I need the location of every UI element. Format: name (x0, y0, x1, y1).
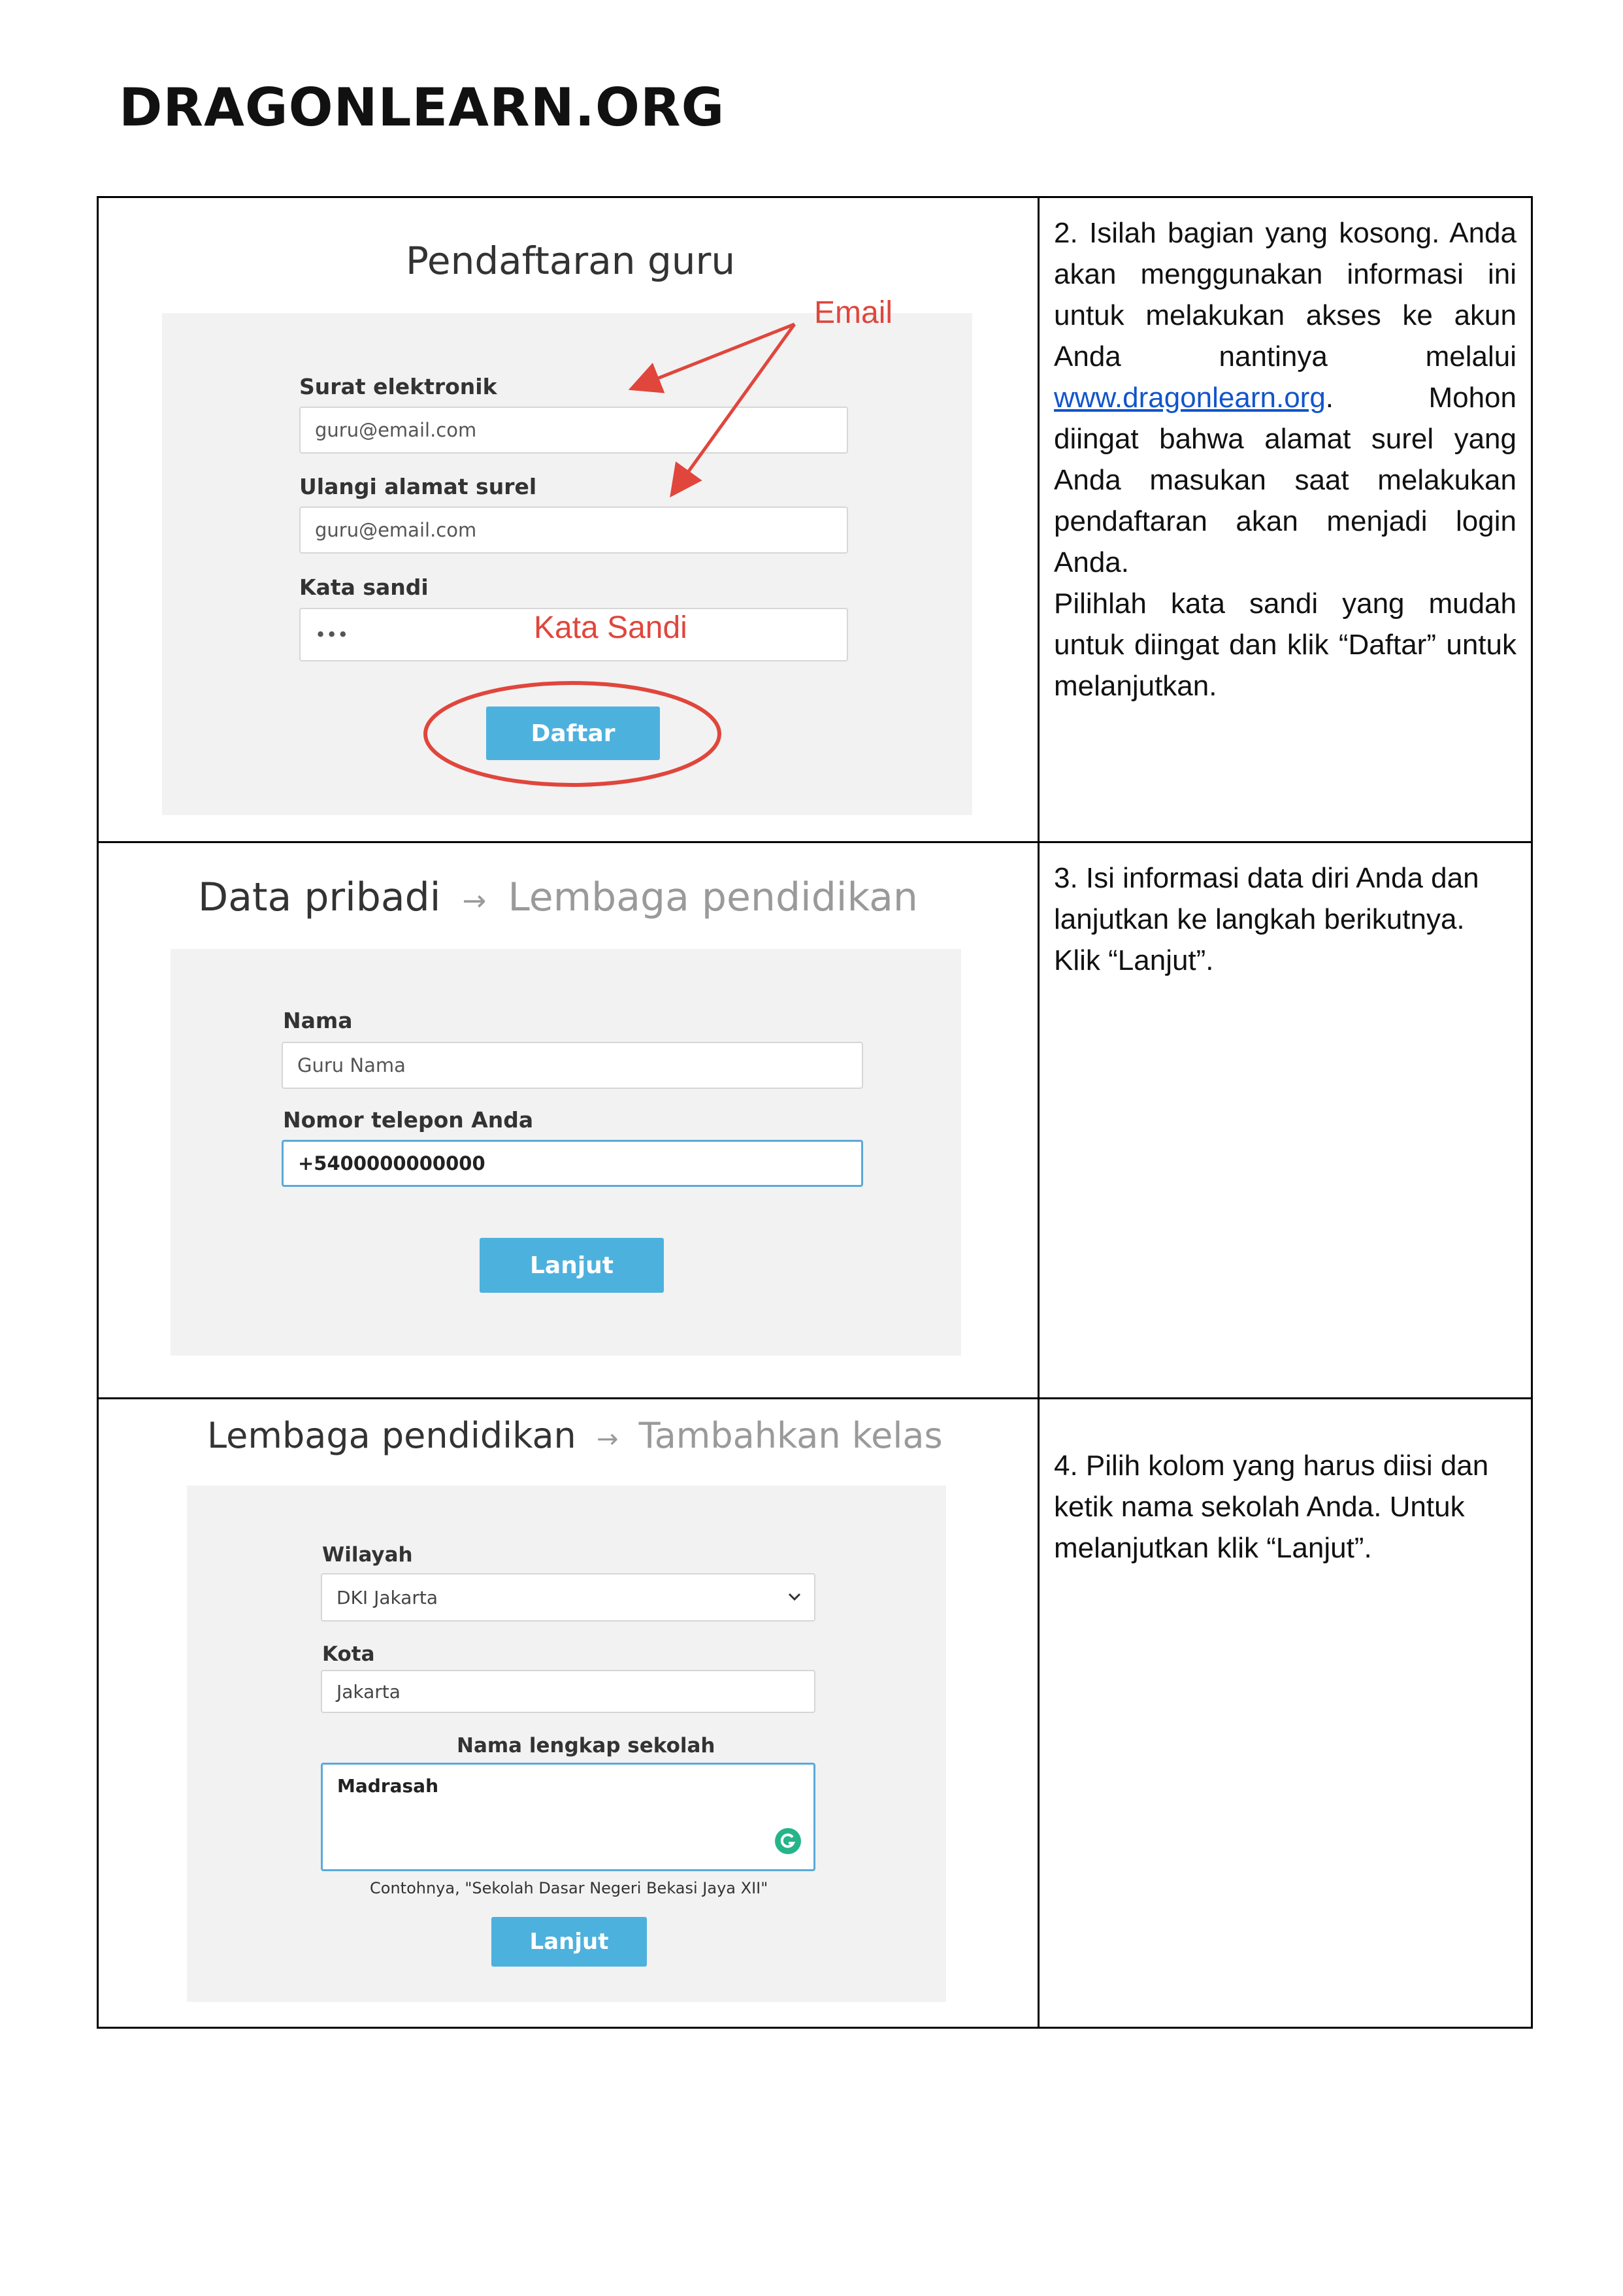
step2-description (1039, 197, 1532, 842)
step3-text: 3. Isi informasi data diri Anda dan lanjutkan ke langkah berikutnya. Klik “Lanjut”. (1054, 862, 1479, 976)
phone-field[interactable]: +5400000000000 (282, 1140, 863, 1187)
crumb-lembaga-pendidikan: Lembaga pendidikan (207, 1415, 576, 1456)
institution-panel (187, 1486, 946, 2002)
password-label: Kata sandi (299, 574, 429, 600)
school-hint: Contohnya, "Sekolah Dasar Negeri Bekasi Jaya XII" (370, 1879, 768, 1897)
school-label: Nama lengkap sekolah (457, 1734, 715, 1757)
step2-text-cont: . Mohon diingat bahwa alamat surel yang Anda masukan saat melakukan pendaftaran akan menjadi login Anda. (1054, 382, 1516, 578)
registration-title: Pendaftaran guru (406, 239, 736, 283)
step3-description (1039, 842, 1532, 1399)
email-field[interactable]: guru@email.com (299, 407, 848, 454)
personal-data-panel (171, 949, 961, 1356)
password-field[interactable]: ••• (299, 608, 848, 661)
repeat-email-field[interactable]: guru@email.com (299, 507, 848, 554)
name-label: Nama (283, 1008, 353, 1033)
phone-label: Nomor telepon Anda (283, 1107, 534, 1133)
step3-breadcrumb (198, 874, 918, 920)
region-label: Wilayah (322, 1543, 413, 1567)
region-select[interactable] (321, 1573, 815, 1622)
annotation-overlay (99, 198, 1038, 841)
step4-screenshot (98, 1399, 1039, 2028)
crumb-data-pribadi: Data pribadi (198, 874, 441, 920)
arrow-right-icon: → (596, 1424, 619, 1454)
register-button[interactable]: Daftar (486, 707, 660, 760)
school-name-input[interactable] (321, 1763, 815, 1871)
crumb-tambahkan-kelas: Tambahkan kelas (638, 1415, 943, 1456)
next-button[interactable]: Lanjut (491, 1917, 647, 1967)
city-field[interactable]: Jakarta (321, 1670, 815, 1713)
step2-text: 2. Isilah bagian yang kosong. Anda akan menggunakan informasi ini untuk melakukan akses ke akun Anda nantinya melalui (1054, 217, 1516, 373)
repeat-email-label: Ulangi alamat surel (299, 474, 537, 499)
email-label: Surat elektronik (299, 374, 497, 399)
password-annotation: Kata Sandi (534, 610, 687, 645)
site-title: DRAGONLEARN.ORG (119, 77, 725, 138)
step4-breadcrumb (207, 1415, 943, 1456)
name-field[interactable]: Guru Nama (282, 1042, 863, 1089)
city-label: Kota (322, 1642, 375, 1666)
arrow-right-icon: → (462, 884, 487, 918)
step3-screenshot (98, 842, 1039, 1399)
chevron-down-icon (788, 1593, 801, 1602)
region-value: DKI Jakarta (336, 1586, 438, 1608)
daftar-highlight-circle (425, 683, 719, 785)
instruction-table (97, 196, 1533, 2029)
dragonlearn-link[interactable]: www.dragonlearn.org (1054, 382, 1326, 414)
school-value: Madrasah (337, 1775, 438, 1797)
step2-screenshot (98, 197, 1039, 842)
grammarly-icon[interactable] (774, 1827, 802, 1855)
next-button[interactable]: Lanjut (480, 1238, 664, 1293)
crumb-lembaga-pendidikan: Lembaga pendidikan (508, 874, 918, 920)
step4-text: 4. Pilih kolom yang harus diisi dan ketik nama sekolah Anda. Untuk melanjutkan klik “Lanjut”. (1054, 1450, 1489, 1564)
email-annotation: Email (814, 295, 893, 330)
step4-description (1039, 1399, 1532, 2028)
step2-text-2: Pilihlah kata sandi yang mudah untuk diingat dan klik “Daftar” untuk melanjutkan. (1054, 588, 1516, 702)
